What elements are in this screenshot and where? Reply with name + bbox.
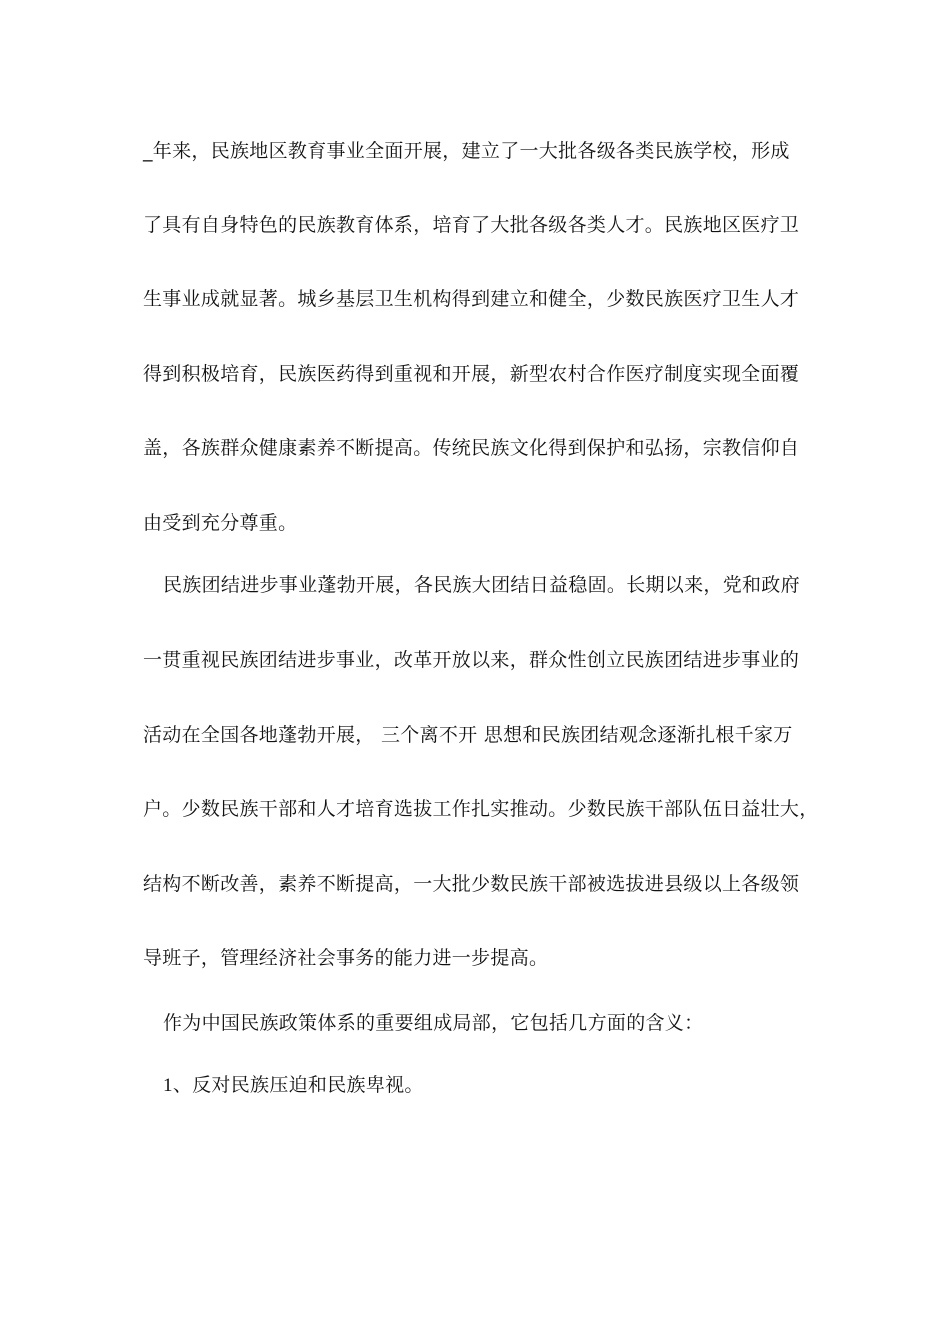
paragraph-2-line-3: 活动在全国各地蓬勃开展， 三个离不开 思想和民族团结观念逐渐扎根千家万 [143,724,793,746]
paragraph-1-line-5: 盖，各族群众健康素养不断提高。传统民族文化得到保护和弘扬，宗教信仰自 [143,437,800,459]
paragraph-3: 作为中国民族政策体系的重要组成局部，它包括几方面的含义： [163,1012,704,1034]
paragraph-2-line-5: 结构不断改善，素养不断提高，一大批少数民族干部被选拔进县级以上各级领 [143,873,800,895]
paragraph-2-line-6: 导班子，管理经济社会事务的能力进一步提高。 [143,947,549,969]
list-item-text: 、反对民族压迫和民族卑视。 [172,1074,424,1096]
paragraph-2-line-2: 一贯重视民族团结进步事业，改革开放以来，群众性创立民族团结进步事业的 [143,649,800,671]
paragraph-2-line-1: 民族团结进步事业蓬勃开展，各民族大团结日益稳固。长期以来，党和政府 [163,574,800,596]
list-item-1 [163,1072,833,1099]
paragraph-1-line-3: 生事业成就显著。城乡基层卫生机构得到建立和健全，少数民族医疗卫生人才 [143,288,800,310]
paragraph-1-line-4: 得到积极培育，民族医药得到重视和开展，新型农村合作医疗制度实现全面覆 [143,363,800,385]
list-item-number: 1 [163,1075,173,1096]
paragraph-1-line-2: 了具有自身特色的民族教育体系，培育了大批各级各类人才。民族地区医疗卫 [143,214,800,236]
paragraph-1-line-1: _年来，民族地区教育事业全面开展，建立了一大批各级各类民族学校，形成 [143,140,790,162]
paragraph-1-line-6: 由受到充分尊重。 [143,512,298,534]
paragraph-2-line-4: 户。少数民族干部和人才培育选拔工作扎实推动。少数民族干部队伍日益壮大， [143,798,819,820]
